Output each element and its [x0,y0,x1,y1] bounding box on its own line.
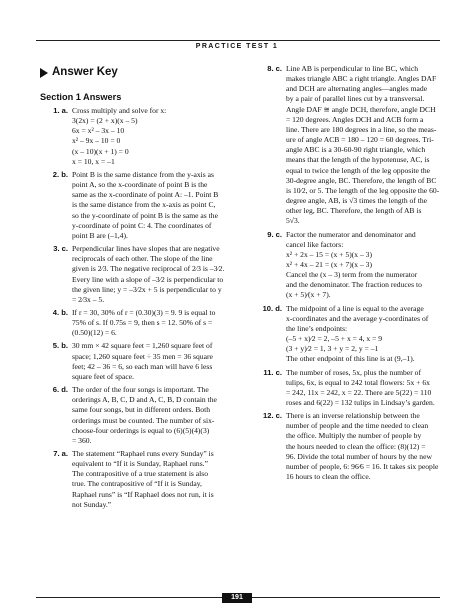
section-title: Section 1 Answers [40,92,122,102]
explanation-line: the hours needed to clean the office: (8)(12) = [286,441,426,451]
explanation-line: The contrapositive of a true statement is also [72,469,209,479]
explanation-line: same four songs, but in different orders. Both [72,405,210,415]
explanation-line: roses and 6(22) = 132 tulips in Lindsay’s garden. [286,398,435,407]
explanation-line: = 360. [72,435,92,445]
explanation-line: not Sunday.” [72,499,112,509]
explanation-line: makes triangle ABC a right triangle. Angles DAF [286,74,437,84]
answer-explanation [72,308,236,338]
explanation-line: Cross multiply and solve for x: [72,106,167,115]
answer-item [254,411,450,482]
explanation-line: space; 1,260 square feet ÷ 35 men = 36 square [72,351,213,361]
answer-item [40,449,236,510]
answer-number: 2. b. [52,169,68,179]
explanation-line: = 2⁄3x – 5. [72,294,105,304]
answer-item [254,230,450,301]
answer-item [40,106,236,167]
explanation-line: Line AB is perpendicular to line BC, which [286,64,419,73]
answer-item [40,308,236,338]
answer-explanation [72,244,236,305]
explanation-line: x² + 2x – 15 = (x + 5)(x – 3) [286,249,372,259]
explanation-line: Perpendicular lines have slopes that are negative [72,244,220,254]
left-answer-list [40,106,236,510]
explanation-line: x² + 4x – 21 = (x + 7)(x – 3) [286,259,372,269]
explanation-line: feet; 42 – 36 = 6, so each man will have 6 less [72,361,213,371]
page-number: 191 [222,593,252,603]
explanation-line: number of people, 6: 96⁄6 = 16. It takes six people [286,461,439,471]
explanation-line: Raphael runs” is “If Raphael does not run, it is [72,489,214,499]
explanation-line: point B are (–1,4). [72,230,128,240]
explanation-line: If r = 30, 30% of r = (0.30)(3) = 9. 9 is equal to [72,307,216,317]
answer-key-heading [40,66,236,79]
explanation-line: means that the length of the hypotenuse, AC, is [286,155,430,165]
explanation-line: Point B is the same distance from the y-axis as [72,169,214,179]
explanation-line: point A, so the x-coordinate of point B is the [72,180,208,190]
explanation-line: is the same distance from the x-axis as point C, [72,200,216,210]
answer-explanation [286,411,450,482]
explanation-line: x = 10, x = –1 [72,156,115,166]
explanation-line: 16 hours to clean the office. [286,472,371,482]
explanation-line: The number of roses, 5x, plus the number of [286,367,421,377]
explanation-line: Cancel the (x – 3) term from the numerator [286,270,418,280]
answer-explanation [72,385,236,446]
page-footer [0,593,474,603]
right-column [254,64,450,485]
explanation-line: number of people and the time needed to clean [286,421,429,431]
answer-explanation [286,230,450,301]
header-title: PRACTICE TEST 1 [188,43,286,50]
explanation-line: angle ABC is a 30-60-90 right triangle, which [286,145,426,155]
explanation-line: 5√3. [286,216,300,226]
explanation-line: Every line with a slope of –3⁄2 is perpendicular to [72,274,224,284]
explanation-line: line. There are 180 degrees in a line, so the meas- [286,124,437,134]
explanation-line: Angle DAF ≅ angle DCH, therefore, angle DCH [286,104,436,114]
right-answer-list [254,64,450,482]
answer-number: 4. b. [52,307,68,317]
answer-item [40,244,236,305]
explanation-line: (–5 + x)⁄2 = 2, –5 + x = 4, x = 9 [286,334,383,344]
explanation-line: equivalent to “If it is Sunday, Raphael runs.” [72,459,208,469]
explanation-line: the given line; y = –3⁄2x + 5 is perpendicular to y [72,284,222,294]
answer-number: 9. c. [267,229,282,239]
explanation-line: The order of the four songs is important. The [72,385,209,395]
answer-number: 8. c. [267,64,282,73]
explanation-line: reciprocals of each other. The slope of the line [72,254,213,264]
explanation-line: (0.50)(12) = 6. [72,328,117,338]
explanation-line: by a pair of parallel lines cut by a transversal. [286,94,425,104]
explanation-line: the office. Multiply the number of people by [286,431,422,441]
explanation-line: x-coordinates and the average y-coordinates of [286,313,429,323]
explanation-line: and the denominator. The fraction reduces to [286,280,422,290]
explanation-line: same as the x-coordinate of point A: –1. Point B [72,190,219,200]
answer-number: 12. c. [263,411,282,421]
explanation-line: ure of angle ACB = 180 – 120 = 60 degrees. Tri- [286,135,434,145]
answer-explanation [72,170,236,241]
answer-key-title: Answer Key [52,66,118,78]
explanation-line: choose-four orderings is equal to (6)(5)(4)(3) [72,425,210,435]
answer-item [40,341,236,382]
explanation-line: given is 2⁄3. The negative reciprocal of 2⁄3 is –3⁄2. [72,264,225,274]
answer-item [254,368,450,409]
explanation-line: y-coordinate of point C: 4. The coordinates of [72,220,212,230]
explanation-line: = 120 degrees. Angles DCH and ACB form a [286,114,424,124]
answer-item [254,304,450,365]
answer-item [40,170,236,241]
answer-explanation [286,304,450,365]
explanation-line: (x – 10)(x + 1) = 0 [72,146,129,156]
answer-number: 5. b. [52,341,68,351]
explanation-line: 6x = x² – 3x – 10 [72,126,125,136]
arrow-bullet-icon [40,68,48,78]
answer-number: 7. a. [53,449,68,458]
explanation-line: other leg, BC. Therefore, the length of AB is [286,206,422,216]
explanation-line: equal to twice the length of the leg opposite the [286,165,431,175]
answer-item [40,385,236,446]
explanation-line: (x + 5)⁄(x + 7). [286,290,331,300]
explanation-line: = 242, 11x = 242, x = 22. There are 5(22) = 110 [286,387,432,397]
answer-explanation [72,341,236,382]
answer-number: 3. c. [53,244,68,254]
explanation-line: so the y-coordinate of point B is the same as the [72,210,218,220]
explanation-line: There is an inverse relationship between the [286,411,420,421]
explanation-line: square feet of space. [72,371,134,381]
explanation-line: true. The contrapositive of “If it is Sunday, [72,479,202,489]
explanation-line: 30 mm × 42 square feet = 1,260 square feet of [72,341,213,351]
explanation-line: and DCH are alternating angles—angles made [286,84,428,94]
explanation-line: degree angle, AB, is √3 times the length of the [286,196,428,206]
answer-explanation [72,106,236,167]
explanation-line: The other endpoint of this line is at (9,–1). [286,354,415,364]
answer-explanation [286,368,450,409]
answer-item [254,64,450,227]
explanation-line: 3(2x) = (2 + x)(x – 5) [72,116,138,126]
explanation-line: Factor the numerator and denominator and [286,229,416,239]
explanation-line: The midpoint of a line is equal to the average [286,303,424,313]
explanation-line: orderings must be counted. The number of six- [72,415,215,425]
running-header [0,33,474,51]
explanation-line: cancel like factors: [286,239,344,249]
explanation-line: (3 + y)⁄2 = 1, 3 + y = 2, y = –1 [286,344,379,354]
answer-number: 1. a. [53,106,68,115]
answer-explanation [72,449,236,510]
explanation-line: 96. Divide the total number of hours by the new [286,451,432,461]
answer-number: 10. d. [262,303,282,313]
explanation-line: the line’s endpoints: [286,323,348,333]
explanation-line: 75% of s. If 0.75s = 9, then s = 12. 50% of s = [72,318,213,328]
explanation-line: tulips, 6x, is equal to 242 total flowers: 5x + 6x [286,377,430,387]
answer-number: 11. c. [263,367,282,377]
left-column [40,66,236,513]
explanation-line: x² – 9x – 10 = 0 [72,136,121,146]
explanation-line: is 10⁄2, or 5. The length of the leg opposite the 60- [286,185,440,195]
answer-number: 6. d. [52,385,68,395]
answer-explanation [286,64,450,227]
explanation-line: orderings A, B, C, D and A, C, B, D contain the [72,395,217,405]
explanation-line: 30-degree angle, BC. Therefore, the length of BC [286,175,437,185]
explanation-line: The statement “Raphael runs every Sunday” is [72,449,214,458]
